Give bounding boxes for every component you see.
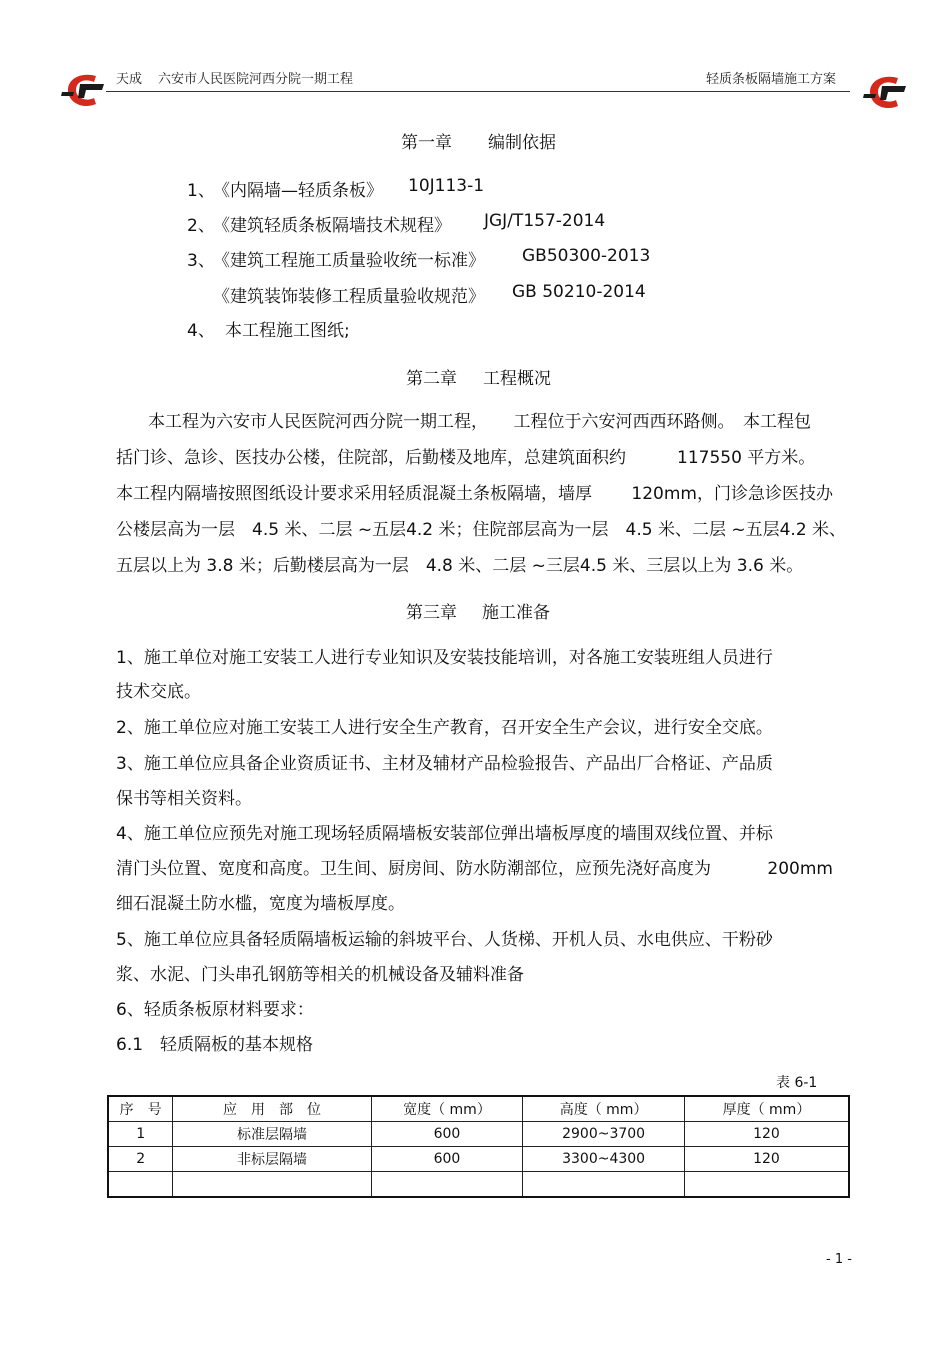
- company-logo-right: [862, 72, 910, 112]
- overview-line-3: 本工程内隔墙按照图纸设计要求采用轻质混凝土条板隔墙，墙厚 120mm，门诊急诊医技办: [116, 484, 833, 504]
- table-cell: 600: [371, 1122, 523, 1147]
- ref-2-title: 《建筑轻质条板隔墙技术规程》: [213, 216, 451, 236]
- table-cell: 600: [371, 1147, 523, 1172]
- overview-line-4: 公楼层高为一层 4.5 米、二层 ~五层4.2 米；住院部层高为一层 4.5 米、二层 ~五层4.2 米、: [116, 520, 847, 540]
- overview-line-1: 本工程为六安市人民医院河西分院一期工程， 工程位于六安河西西环路侧。 本工程包: [148, 412, 811, 432]
- prep-line-11: 6、轻质条板原材料要求：: [116, 1000, 314, 1020]
- table-cell: 非标层隔墙: [173, 1147, 371, 1172]
- prep-line-10: 浆、水泥、门头串孔钢筋等相关的机械设备及辅料准备: [116, 965, 524, 985]
- ref-2-code: JGJ/T157-2014: [484, 211, 606, 231]
- table-row: [108, 1122, 849, 1147]
- table-cell: 标准层隔墙: [173, 1122, 371, 1147]
- chapter2-title: 第二章: [406, 369, 457, 389]
- table-cell: [684, 1172, 849, 1198]
- prep-line-7: 清门头位置、宽度和高度。卫生间、厨房间、防水防潮部位，应预先浇好高度为 200mm: [116, 859, 833, 879]
- table-cell: [371, 1172, 523, 1198]
- prep-line-8: 细石混凝土防水槛，宽度为墙板厚度。: [116, 894, 405, 914]
- chapter3-name: 施工准备: [482, 603, 550, 623]
- header-doc-title: 轻质条板隔墙施工方案: [706, 72, 837, 87]
- spec-table: [107, 1095, 850, 1198]
- header-rule: [106, 91, 850, 92]
- ref-3-title: 《建筑工程施工质量验收统一标准》: [213, 251, 485, 271]
- table-cell: 3300~4300: [523, 1147, 685, 1172]
- header-company: 天成: [116, 72, 143, 87]
- table-caption: 表 6-1: [776, 1075, 818, 1091]
- ref-1-title: 《内隔墙—轻质条板》: [213, 181, 383, 201]
- prep-line-3: 2、施工单位应对施工安装工人进行安全生产教育，召开安全生产会议，进行安全交底。: [116, 718, 773, 738]
- company-logo-left: [60, 70, 108, 110]
- chapter2-name: 工程概况: [483, 369, 551, 389]
- table-cell: 1: [108, 1122, 173, 1147]
- table-cell: [173, 1172, 371, 1198]
- ref-4-title: 本工程施工图纸;: [225, 321, 350, 341]
- table-cell: 120: [684, 1122, 849, 1147]
- table-header-row: [108, 1096, 849, 1122]
- table-cell: 2: [108, 1147, 173, 1172]
- ref-3b-code: GB 50210-2014: [512, 282, 646, 302]
- prep-line-2: 技术交底。: [116, 682, 201, 702]
- table-cell: 2900~3700: [523, 1122, 685, 1147]
- prep-line-1: 1、施工单位对施工安装工人进行专业知识及安装技能培训，对各施工安装班组人员进行: [116, 648, 773, 668]
- table-header-cell: 高度（ mm）: [523, 1096, 685, 1122]
- prep-line-6: 4、施工单位应预先对施工现场轻质隔墙板安装部位弹出墙板厚度的墙围双线位置、并标: [116, 824, 773, 844]
- table-row: [108, 1147, 849, 1172]
- table-row: [108, 1172, 849, 1198]
- chapter1-title: 第一章: [401, 133, 452, 153]
- ref-3-num: 3、: [187, 251, 215, 271]
- ref-4-num: 4、: [187, 321, 215, 341]
- prep-line-9: 5、施工单位应具备轻质隔墙板运输的斜坡平台、人货梯、开机人员、水电供应、干粉砂: [116, 930, 773, 950]
- table-header-cell: 宽度（ mm）: [371, 1096, 523, 1122]
- prep-line-12: 6.1 轻质隔板的基本规格: [116, 1035, 314, 1055]
- chapter1-name: 编制依据: [488, 133, 556, 153]
- ref-3b-title: 《建筑装饰装修工程质量验收规范》: [213, 287, 485, 307]
- prep-line-4: 3、施工单位应具备企业资质证书、主材及辅材产品检验报告、产品出厂合格证、产品质: [116, 754, 773, 774]
- table-header-cell: 序 号: [108, 1096, 173, 1122]
- ref-1-num: 1、: [187, 181, 215, 201]
- ref-1-code: 10J113-1: [408, 176, 485, 196]
- chapter3-title: 第三章: [406, 603, 457, 623]
- overview-line-5: 五层以上为 3.8 米；后勤楼层高为一层 4.8 米、二层 ~三层4.5 米、三层以上为 3.6 米。: [116, 556, 804, 576]
- table-cell: 120: [684, 1147, 849, 1172]
- table-cell: [108, 1172, 173, 1198]
- page-number: - 1 -: [826, 1252, 852, 1267]
- header-project: 六安市人民医院河西分院一期工程: [158, 72, 354, 87]
- table-header-cell: 应 用 部 位: [173, 1096, 371, 1122]
- table-cell: [523, 1172, 685, 1198]
- overview-line-2: 括门诊、急诊、医技办公楼，住院部，后勤楼及地库，总建筑面积约 117550 平方米。: [116, 448, 816, 468]
- ref-2-num: 2、: [187, 216, 215, 236]
- ref-3-code: GB50300-2013: [522, 246, 651, 266]
- table-header-cell: 厚度（ mm）: [684, 1096, 849, 1122]
- prep-line-5: 保书等相关资料。: [116, 789, 252, 809]
